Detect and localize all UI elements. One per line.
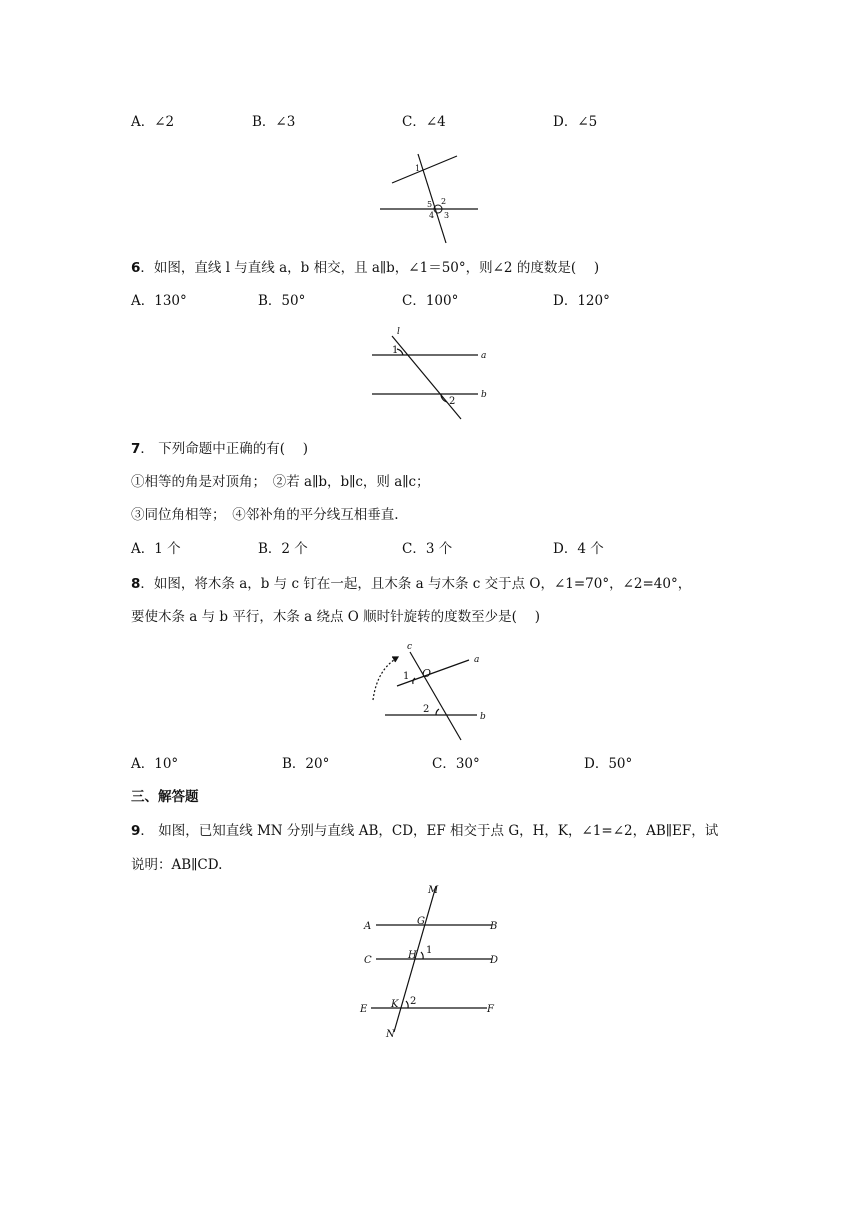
q5-label-4: 4 — [429, 211, 435, 220]
q7-number: 7 — [131, 441, 141, 457]
q6-label-b: b — [481, 390, 487, 400]
q9-label-g: G — [417, 916, 425, 927]
q8-label-2: 2 — [423, 704, 430, 715]
q5-label-3: 3 — [444, 211, 450, 220]
q8-stem-line2: 要使木条 a 与 b 平行，木条 a 绕点 O 顺时针旋转的度数至少是( ) — [131, 609, 540, 625]
q8-stem-text-1: ．如图，将木条 a，b 与 c 钉在一起，且木条 a 与木条 c 交于点 O，∠1=70°，∠2=40°， — [140, 576, 692, 592]
q6-label-1: 1 — [392, 345, 399, 356]
q9-label-k: K — [391, 999, 399, 1010]
q9-number: 9 — [131, 823, 141, 839]
q9-stem-line1 — [131, 821, 718, 841]
q6-stem-text: ．如图，直线 l 与直线 a，b 相交，且 a∥b，∠1＝50°，则∠2 的度数是( ) — [140, 260, 600, 276]
q8-figure — [365, 640, 495, 745]
q7-stem-text: ． 下列命题中正确的有( ) — [140, 441, 309, 457]
q8-label-b: b — [480, 712, 486, 722]
q9-label-1: 1 — [426, 945, 433, 956]
q8-number: 8 — [131, 576, 141, 592]
q6-stem — [131, 258, 599, 278]
q6-number: 6 — [131, 260, 141, 276]
q5-option-a: A．∠2 — [131, 114, 175, 130]
q7-statements-1: ①相等的角是对顶角； ②若 a∥b，b∥c，则 a∥c； — [131, 474, 430, 490]
q9-label-c: C — [364, 955, 372, 966]
q7-option-d: D．4 个 — [553, 541, 604, 557]
q9-stem-line2: 说明：AB∥CD. — [131, 857, 223, 873]
q9-label-d: D — [490, 955, 499, 966]
q6-label-a: a — [481, 351, 487, 361]
q5-figure — [375, 150, 485, 245]
q5-label-1: 1 — [415, 164, 421, 173]
q9-label-n: N — [386, 1029, 395, 1040]
q9-stem-text-1: ． 如图，已知直线 MN 分别与直线 AB，CD，EF 相交于点 G，H，K，∠1=∠2，AB∥EF，试 — [140, 823, 719, 839]
section-3-title: 三、解答题 — [131, 789, 199, 805]
q6-option-c: C．100° — [402, 293, 459, 309]
q7-option-c: C．3 个 — [402, 541, 453, 557]
q6-option-a: A．130° — [131, 293, 187, 309]
q6-label-2: 2 — [449, 396, 456, 407]
q6-option-b: B．50° — [258, 293, 306, 309]
q5-option-c: C．∠4 — [402, 114, 446, 130]
q6-option-d: D．120° — [553, 293, 610, 309]
q9-label-2: 2 — [410, 996, 417, 1007]
q9-label-e: E — [360, 1004, 368, 1015]
q8-option-d: D．50° — [584, 756, 633, 772]
q8-label-c: c — [407, 642, 413, 652]
q9-label-b: B — [490, 921, 498, 932]
q8-stem-line1 — [131, 574, 691, 594]
q8-label-1: 1 — [403, 671, 410, 682]
q7-option-b: B．2 个 — [258, 541, 308, 557]
q6-label-l: l — [397, 327, 400, 337]
q8-option-a: A．10° — [131, 756, 179, 772]
q9-label-h: H — [408, 950, 417, 961]
q5-option-d: D．∠5 — [553, 114, 598, 130]
q5-label-5: 5 — [427, 200, 433, 209]
q9-label-m: M — [428, 885, 439, 896]
q8-label-a: a — [474, 655, 480, 665]
q9-label-a: A — [364, 921, 372, 932]
q5-label-2: 2 — [441, 197, 447, 206]
q7-statements-2: ③同位角相等； ④邻补角的平分线互相垂直. — [131, 507, 399, 523]
q8-option-b: B．20° — [282, 756, 330, 772]
q7-option-a: A．1 个 — [131, 541, 181, 557]
q7-stem — [131, 439, 308, 459]
q8-option-c: C．30° — [432, 756, 480, 772]
q9-figure — [355, 882, 515, 1042]
q9-label-f: F — [487, 1004, 494, 1015]
q8-label-o: O — [422, 667, 432, 680]
q5-option-b: B．∠3 — [252, 114, 296, 130]
q6-figure — [365, 325, 495, 425]
